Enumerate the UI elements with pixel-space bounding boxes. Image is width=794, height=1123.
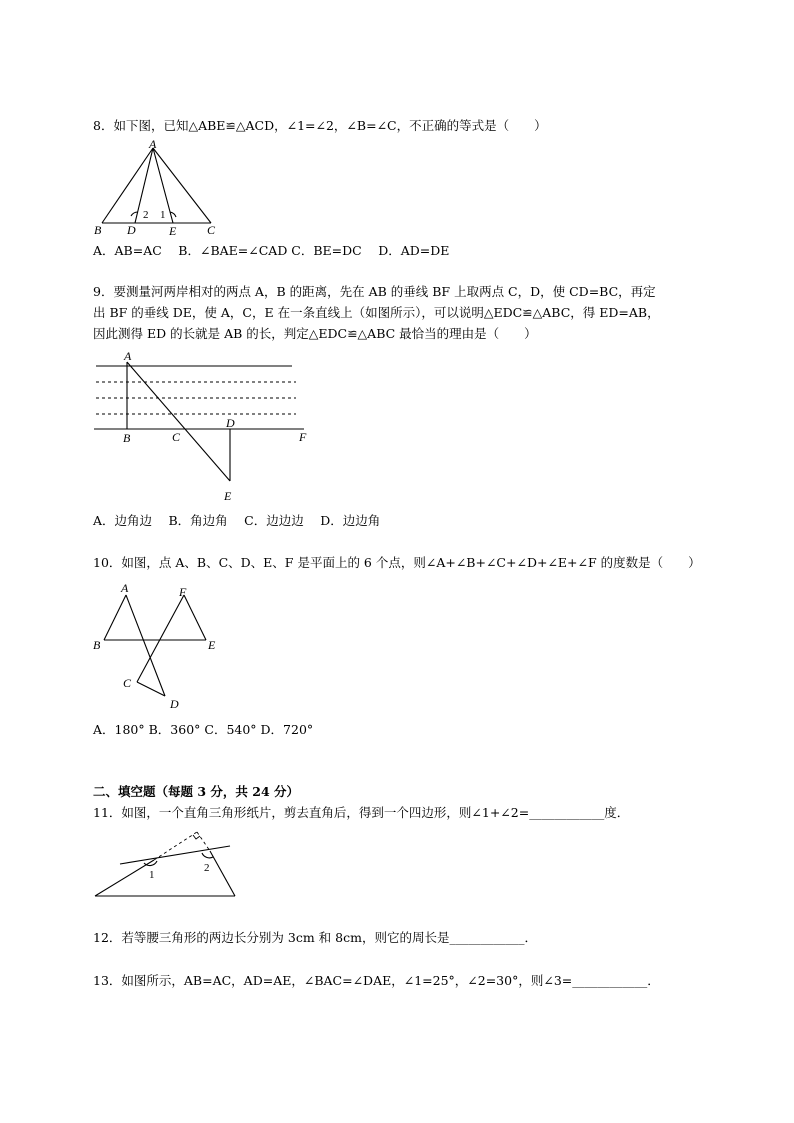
q8-options: A．AB=AC B．∠BAE=∠CAD C．BE=DC D．AD=DE xyxy=(93,243,450,258)
q8-label-1: 1 xyxy=(160,209,166,221)
q9-options: A．边角边 B．角边角 C．边边边 D．边边角 xyxy=(93,513,381,528)
q9-label-f: F xyxy=(299,430,307,444)
q8-label-b: B xyxy=(94,223,102,237)
q9-label-d: D xyxy=(226,416,235,430)
q10-label-b: B xyxy=(93,638,101,652)
q11-stem: 11．如图，一个直角三角形纸片，剪去直角后，得到一个四边形，则∠1+∠2=____________度． xyxy=(93,805,630,820)
q10-stem: 10．如图，点 A、B、C、D、E、F 是平面上的 6 个点，则∠A+∠B+∠C+∠D+∠E+∠F 的度数是（ ） xyxy=(93,555,701,570)
q10-label-e: E xyxy=(208,638,216,652)
q9-line1: 9．要测量河两岸相对的两点 A，B 的距离，先在 AB 的垂线 BF 上取两点 C，D，使 CD=BC，再定 xyxy=(93,284,656,299)
q9-label-b: B xyxy=(123,431,131,445)
q9-line3: 因此测得 ED 的长就是 AB 的长，判定△EDC≌△ABC 最恰当的理由是（ ） xyxy=(93,326,537,341)
q8-label-2: 2 xyxy=(143,209,149,221)
q10-label-f: F xyxy=(179,585,187,599)
section2-title: 二、填空题（每题 3 分，共 24 分） xyxy=(93,784,300,799)
q8-label-d: D xyxy=(127,223,136,237)
q8-stem: 8．如下图，已知△ABE≌△ACD，∠1=∠2，∠B=∠C，不正确的等式是（ ） xyxy=(93,118,547,133)
q11-label-2: 2 xyxy=(204,862,210,874)
q12-stem: 12．若等腰三角形的两边长分别为 3cm 和 8cm，则它的周长是____________． xyxy=(93,930,537,945)
q10-label-c: C xyxy=(123,676,132,690)
q8-label-e: E xyxy=(169,224,177,238)
q10-figure xyxy=(90,578,230,718)
q9-label-a: A xyxy=(124,349,132,363)
q8-label-c: C xyxy=(207,223,216,237)
q11-label-1: 1 xyxy=(149,869,155,881)
q9-figure xyxy=(90,348,320,508)
q8-label-a: A xyxy=(149,137,157,151)
q11-figure xyxy=(90,826,250,906)
q9-line2: 出 BF 的垂线 DE，使 A，C，E 在一条直线上（如图所示），可以说明△EDC≌△ABC，得 ED=AB， xyxy=(93,305,660,320)
q9-label-c: C xyxy=(172,430,181,444)
q10-label-d: D xyxy=(170,697,179,711)
q9-label-e: E xyxy=(224,489,232,503)
q13-stem: 13．如图所示，AB=AC，AD=AE，∠BAC=∠DAE，∠1=25°，∠2=30°，则∠3=____________． xyxy=(93,973,660,988)
q8-figure xyxy=(90,138,230,238)
q10-options: A．180° B．360° C．540° D．720° xyxy=(93,722,314,737)
q10-label-a: A xyxy=(121,581,129,595)
